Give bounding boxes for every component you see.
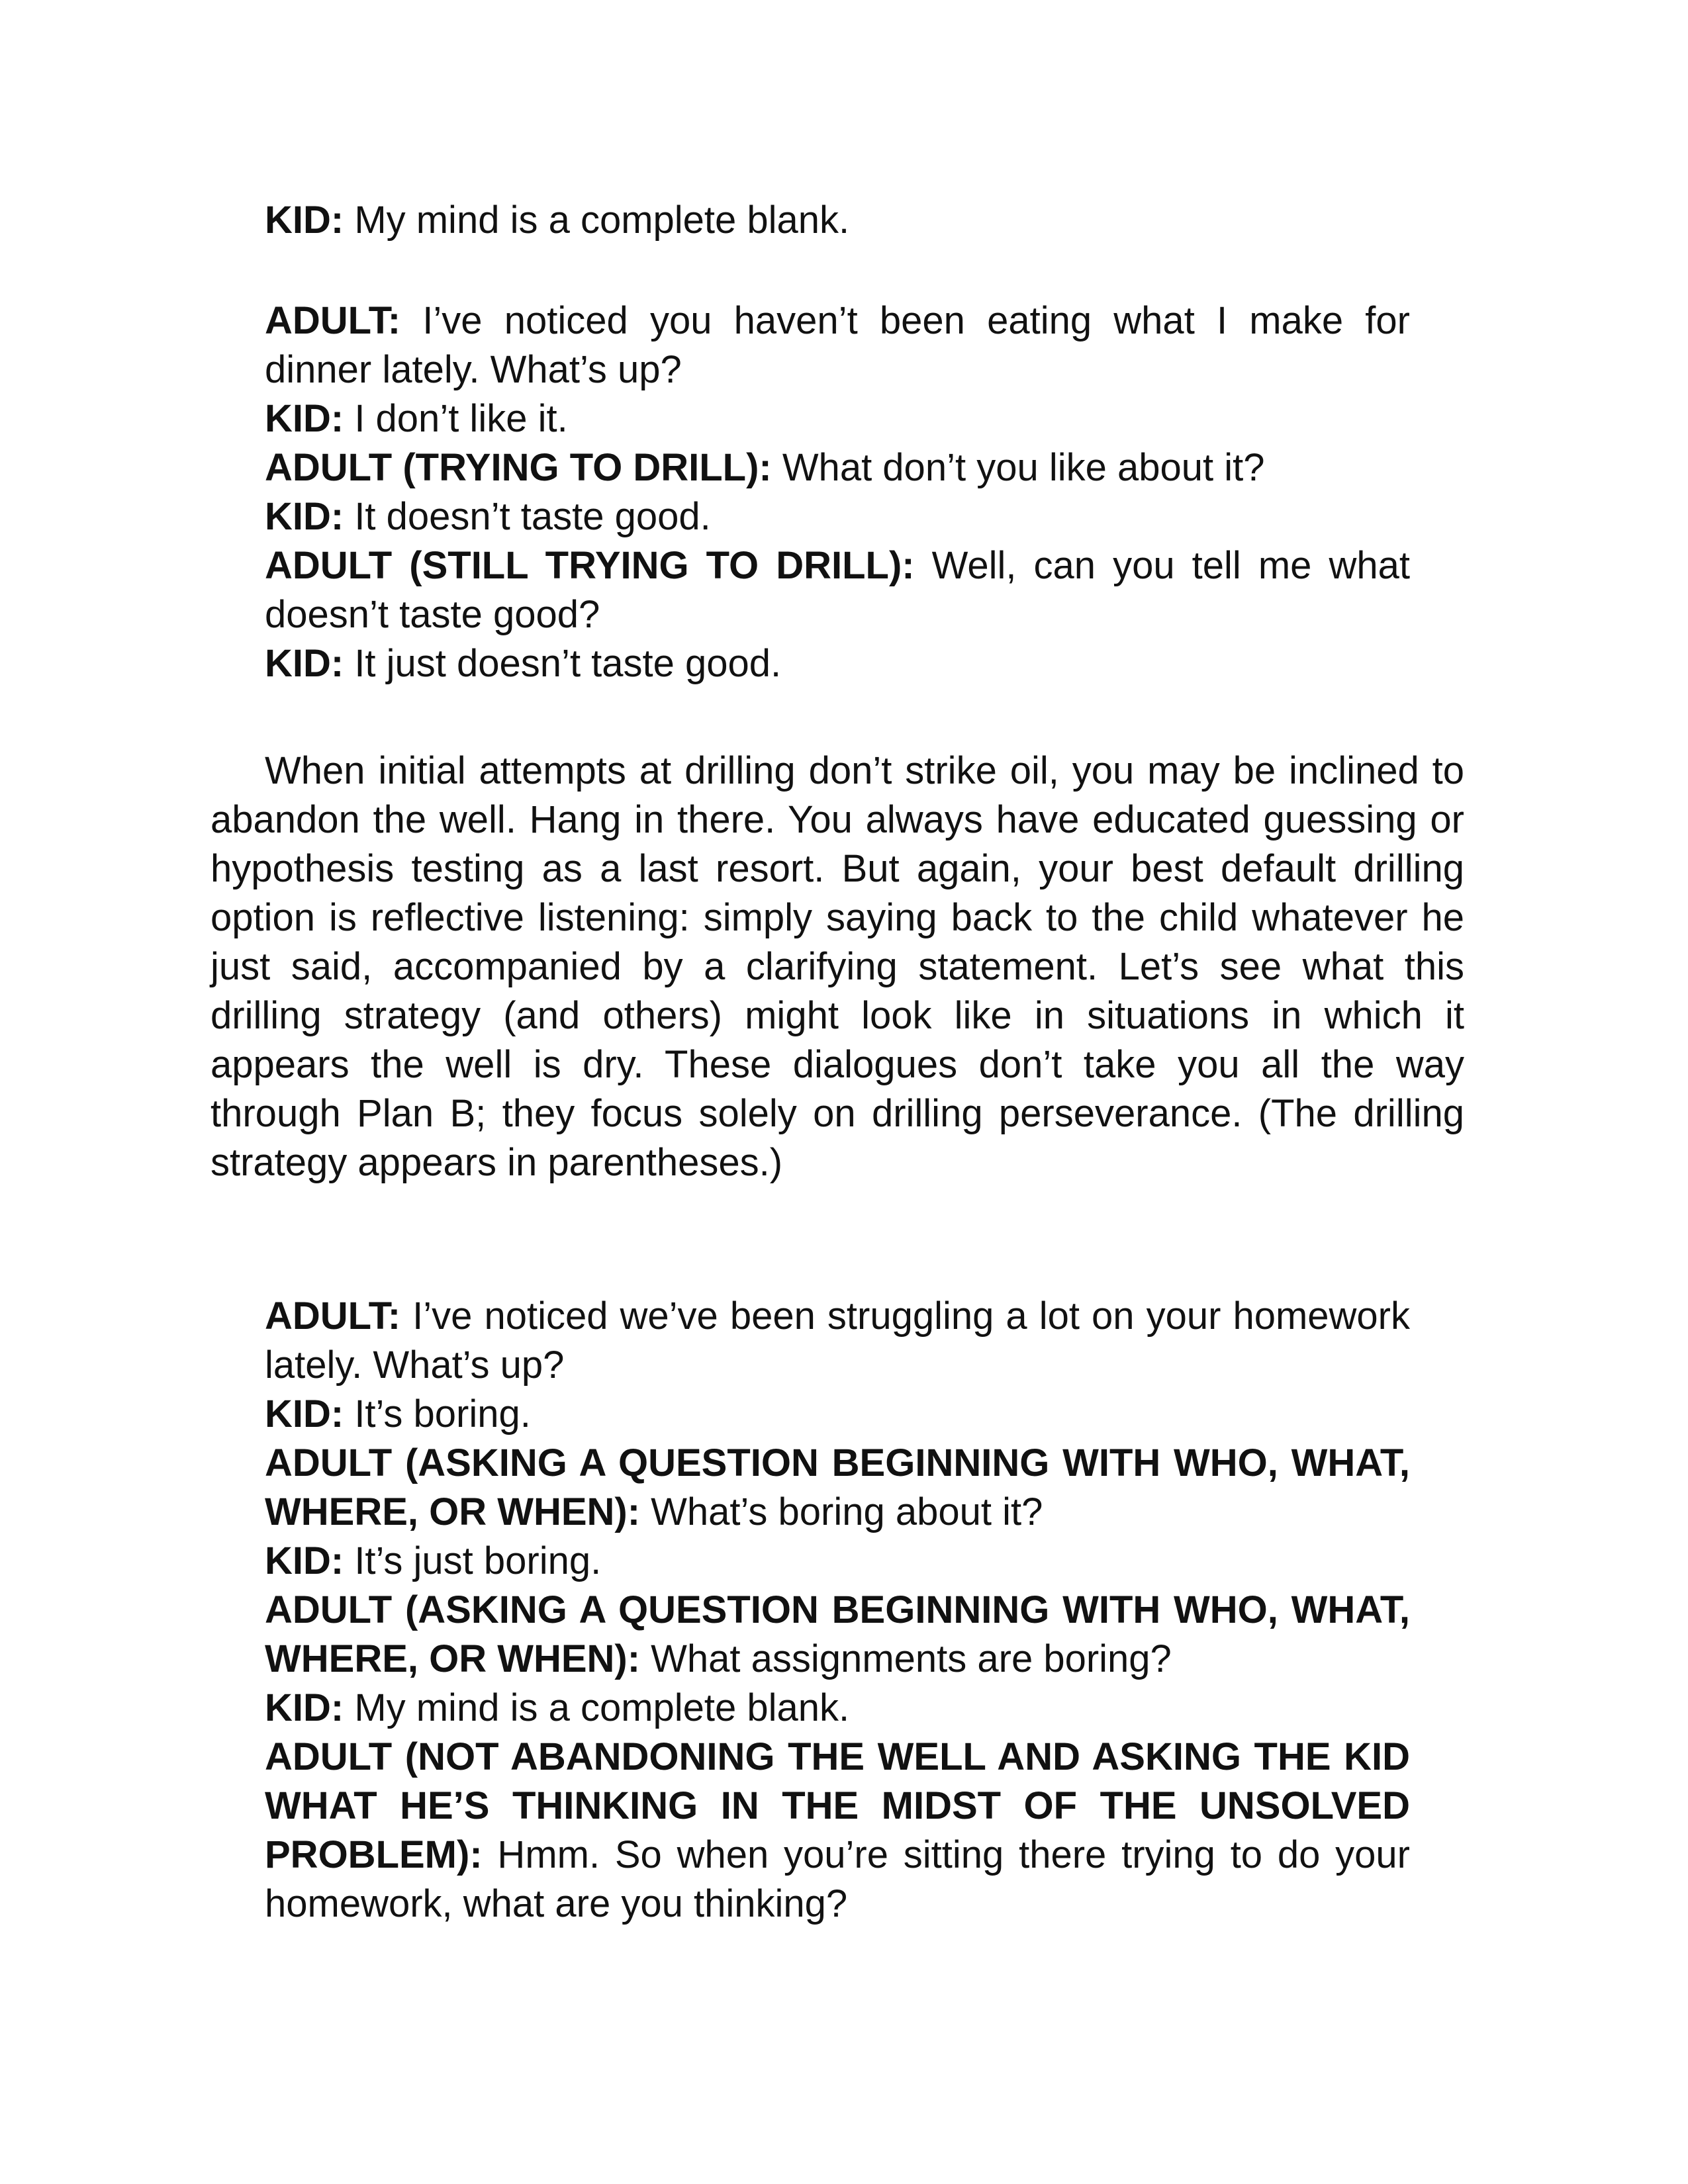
speaker-label: KID: [265, 199, 344, 242]
dialogue-line [265, 1684, 1410, 1733]
dialogue-text: It’s boring. [344, 1392, 531, 1435]
dialogue-line [265, 296, 1410, 394]
dialogue-line [265, 1733, 1410, 1929]
dialogue-block-1 [265, 196, 1410, 245]
dialogue-text: Well, can you tell me what doesn’t taste good? [265, 544, 1410, 636]
dialogue-text: What’s boring about it? [640, 1490, 1043, 1533]
dialogue-text: It’s just boring. [344, 1539, 602, 1582]
speaker-label: KID: [265, 642, 344, 685]
speaker-label: ADULT (NOT ABANDONING THE WELL AND ASKING THE KID WHAT HE’S THINKING IN THE MIDST OF THE UNSOLVED PROBLEM): [265, 1735, 1410, 1876]
speaker-label: ADULT (TRYING TO DRILL): [265, 446, 772, 489]
dialogue-text: I don’t like it. [344, 397, 568, 440]
dialogue-text: What don’t you like about it? [771, 446, 1265, 489]
speaker-label: ADULT: [265, 1295, 401, 1338]
body-paragraph: When initial attempts at drilling don’t strike oil, you may be inclined to abandon the well. Hang in there. You always have educated guessing or hypothesis testing as a last resort. But again, your best default drilling option is reflective listening: simply saying back to the child whatever he just said, accompanied by a clarifying statement. Let’s see what this drilling strategy (and others) might look like in situations in which it appears the well is dry. These dialogues don’t take you all the way through Plan B; they focus solely on drilling perseverance. (The drilling strategy appears in parentheses.) [211, 749, 1464, 1184]
speaker-label: KID: [265, 1392, 344, 1435]
dialogue-block-3 [265, 1292, 1410, 1929]
speaker-label: ADULT (ASKING A QUESTION BEGINNING WITH WHO, WHAT, WHERE, OR WHEN): [265, 1588, 1410, 1680]
dialogue-text: It just doesn’t taste good. [344, 642, 782, 685]
dialogue-line [265, 1439, 1410, 1537]
dialogue-block-2 [265, 296, 1410, 688]
dialogue-line [265, 1537, 1410, 1586]
dialogue-text: My mind is a complete blank. [344, 1686, 850, 1729]
dialogue-line [265, 541, 1410, 639]
speaker-label: KID: [265, 397, 344, 440]
dialogue-text: My mind is a complete blank. [344, 199, 850, 242]
dialogue-text: I’ve noticed you haven’t been eating what I make for dinner lately. What’s up? [265, 299, 1410, 391]
dialogue-line [265, 492, 1410, 541]
speaker-label: KID: [265, 495, 344, 538]
dialogue-line [265, 639, 1410, 688]
speaker-label: KID: [265, 1686, 344, 1729]
dialogue-line [265, 1390, 1410, 1439]
dialogue-text: What assignments are boring? [640, 1637, 1172, 1680]
speaker-label: ADULT: [265, 299, 401, 342]
speaker-label: ADULT (STILL TRYING TO DRILL): [265, 544, 915, 587]
dialogue-line [265, 1292, 1410, 1390]
dialogue-line [265, 394, 1410, 443]
dialogue-line [265, 443, 1410, 492]
dialogue-text: Hmm. So when you’re sitting there trying to do your homework, what are you thinking? [265, 1833, 1410, 1925]
dialogue-text: I’ve noticed we’ve been struggling a lot on your homework lately. What’s up? [265, 1295, 1410, 1387]
speaker-label: KID: [265, 1539, 344, 1582]
dialogue-text: It doesn’t taste good. [344, 495, 711, 538]
dialogue-line [265, 1586, 1410, 1684]
speaker-label: ADULT (ASKING A QUESTION BEGINNING WITH WHO, WHAT, WHERE, OR WHEN): [265, 1441, 1410, 1533]
dialogue-line [265, 196, 1410, 245]
